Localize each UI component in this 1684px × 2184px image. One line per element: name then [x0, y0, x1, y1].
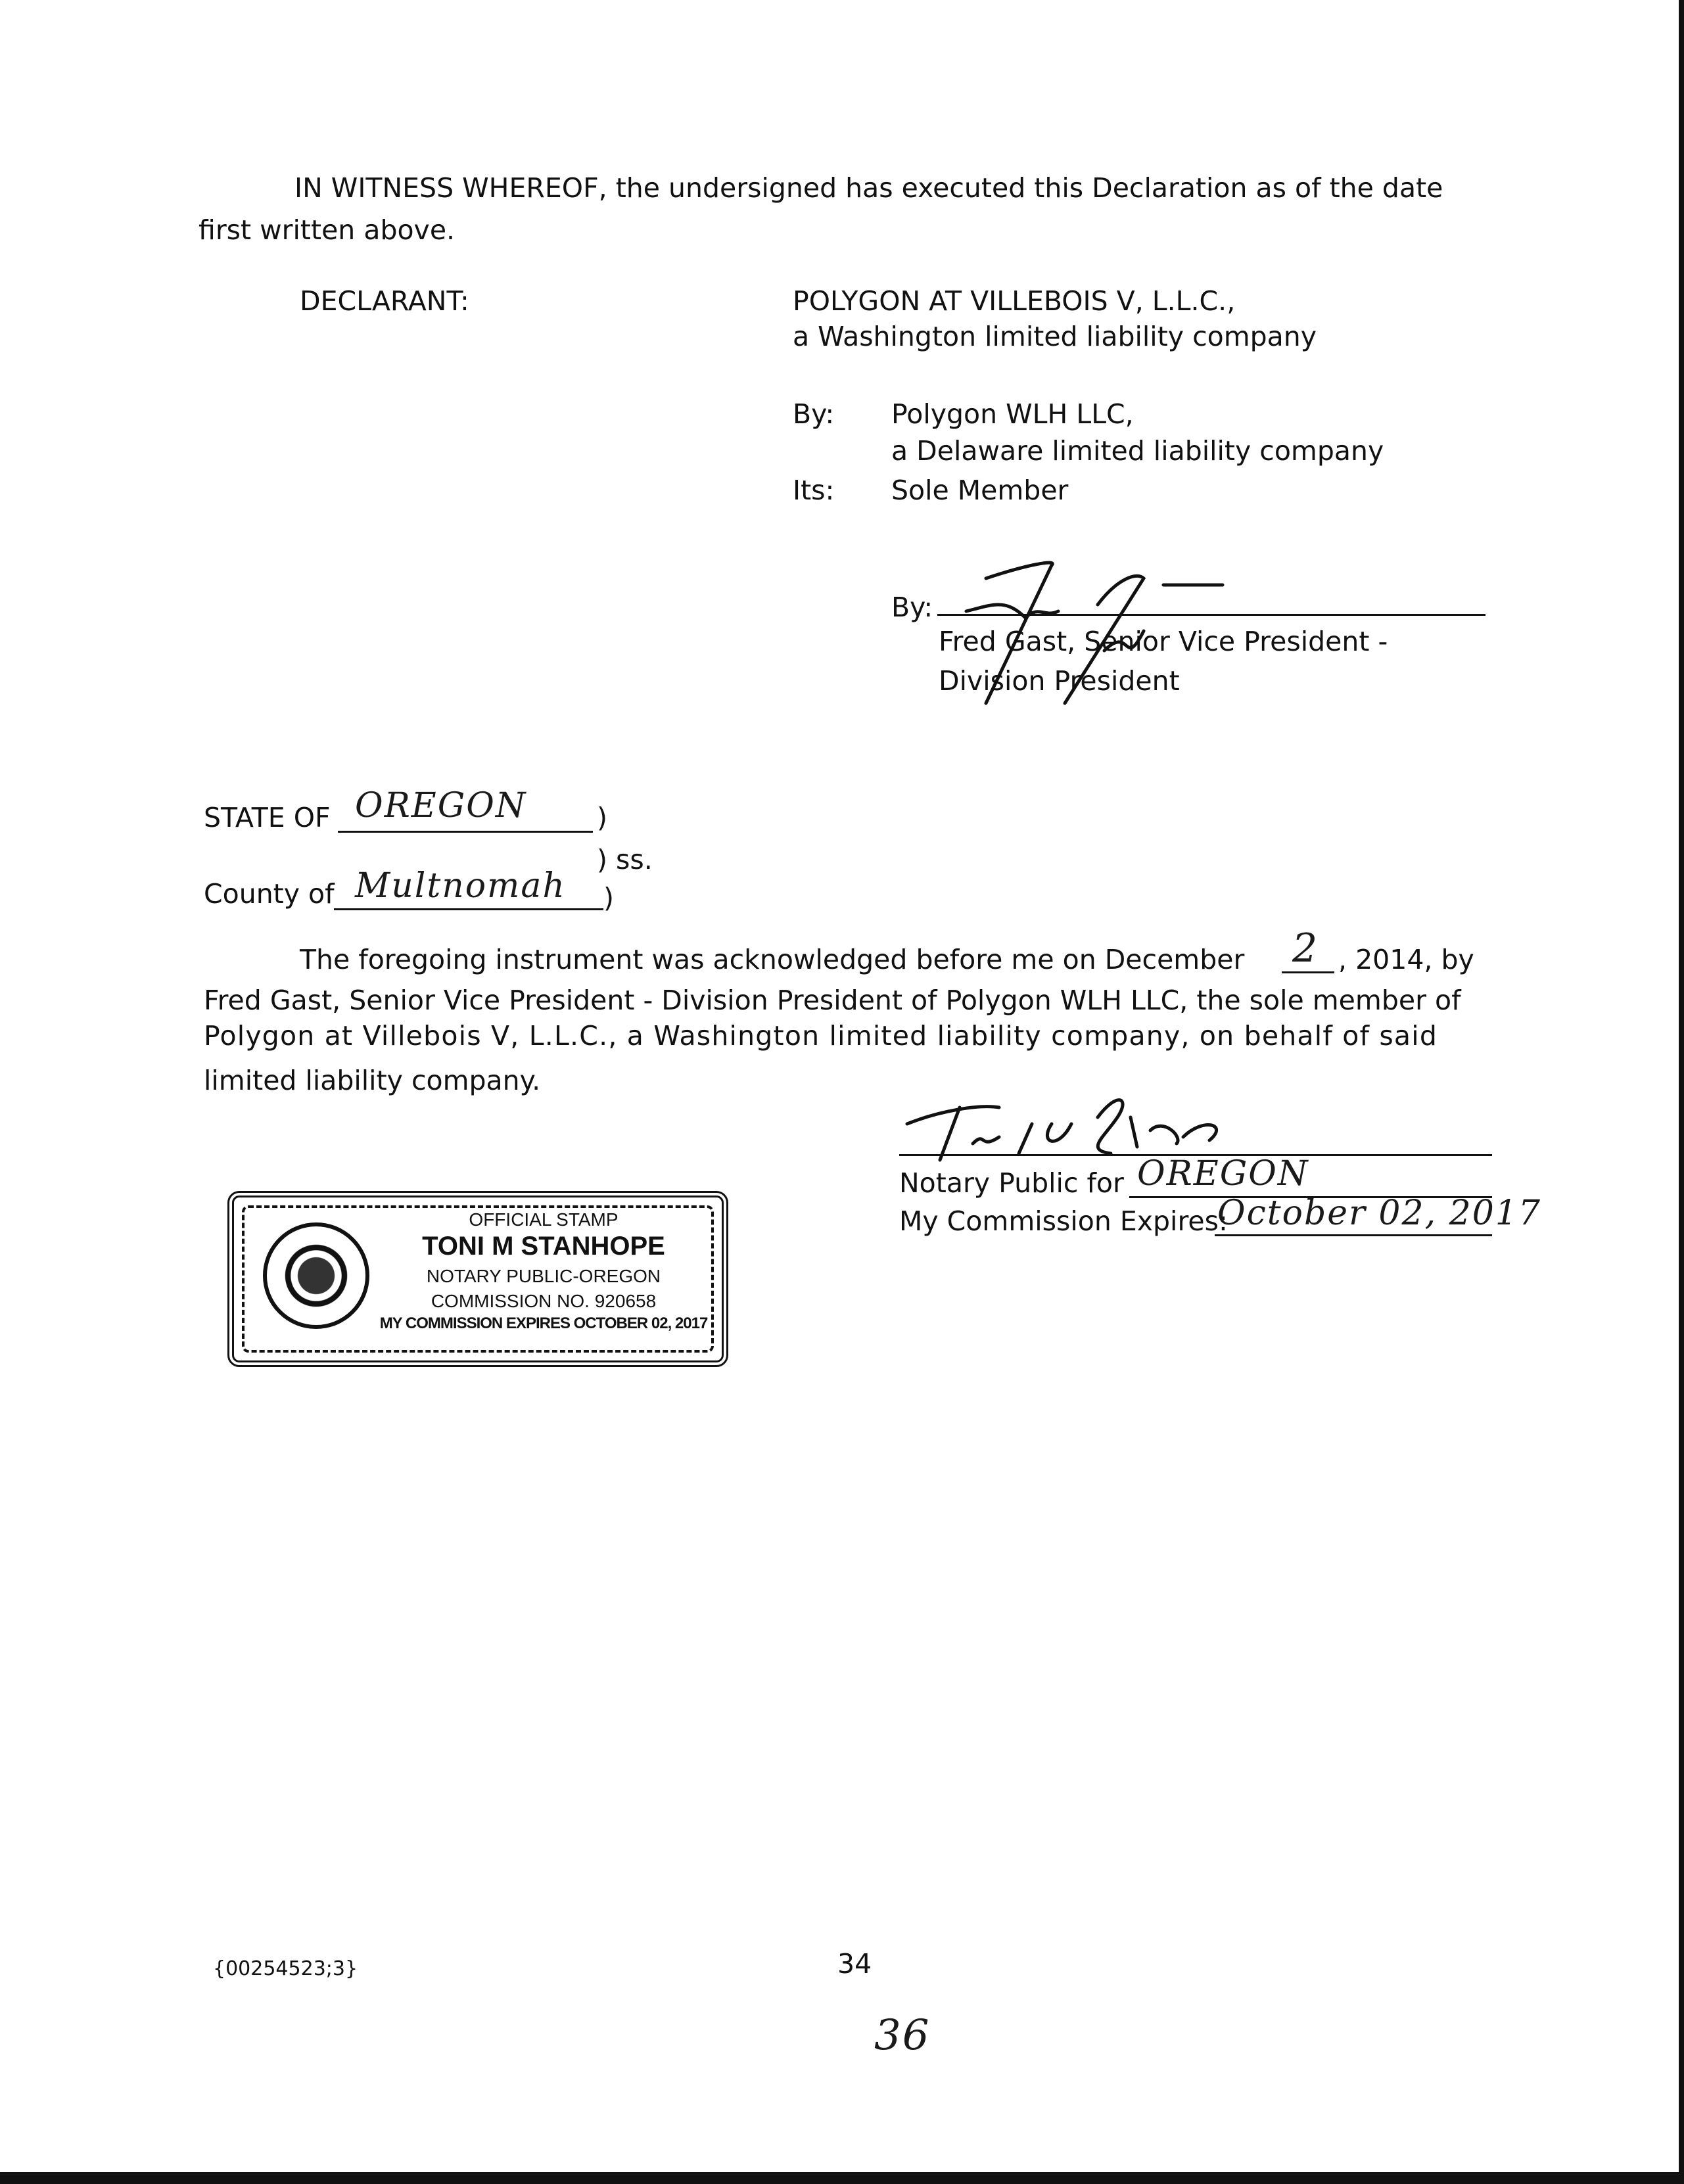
stamp-notary-name: TONI M STANHOPE	[422, 1232, 665, 1261]
by-label: By:	[793, 398, 835, 430]
official-notary-stamp	[227, 1191, 728, 1367]
ack-line1-start: The foregoing instrument was acknowledged before me on December	[300, 944, 1245, 975]
declarant-company-name: POLYGON AT VILLEBOIS V, L.L.C.,	[793, 285, 1236, 317]
commission-line	[1215, 1234, 1492, 1236]
its-value: Sole Member	[891, 475, 1069, 506]
by-entity-desc: a Delaware limited liability company	[891, 435, 1384, 467]
state-line	[338, 831, 593, 833]
declarant-company-desc: a Washington limited liability company	[793, 321, 1317, 352]
handwritten-page-number: 36	[874, 2011, 931, 2060]
state-label: STATE OF	[204, 802, 331, 833]
stamp-role: NOTARY PUBLIC-OREGON	[426, 1266, 661, 1286]
notary-state-handwritten: OREGON	[1137, 1154, 1309, 1194]
commission-date-handwritten: October 02, 2017	[1217, 1194, 1541, 1233]
page-number: 34	[837, 1948, 872, 1980]
page-edge-right	[1679, 0, 1684, 2184]
document-id: {00254523;3}	[213, 1957, 358, 1980]
ack-line2: Fred Gast, Senior Vice President - Division President of Polygon WLH LLC, the sole member of	[204, 985, 1461, 1016]
stamp-commission-no: COMMISSION NO. 920658	[431, 1291, 657, 1311]
witness-paragraph-line1: IN WITNESS WHEREOF, the undersigned has executed this Declaration as of the date	[294, 172, 1443, 204]
ack-day-line	[1282, 971, 1334, 973]
state-handwritten: OREGON	[355, 786, 527, 825]
commission-label: My Commission Expires:	[899, 1205, 1228, 1237]
ack-day-handwritten: 2	[1292, 925, 1319, 971]
county-label: County of	[204, 878, 335, 910]
declarant-label: DECLARANT:	[300, 285, 469, 317]
by-entity-name: Polygon WLH LLC,	[891, 398, 1134, 430]
witness-paragraph-line2: first written above.	[199, 214, 456, 246]
ack-line4: limited liability company.	[204, 1065, 541, 1096]
ack-line1-end: , 2014, by	[1338, 944, 1474, 975]
signer-title-line2: Division President	[939, 665, 1180, 697]
county-line	[334, 908, 603, 910]
oregon-state-seal-icon	[263, 1222, 369, 1329]
county-handwritten: Multnomah	[355, 866, 566, 906]
notary-public-for-label: Notary Public for	[899, 1167, 1124, 1199]
signer-name-title: Fred Gast, Senior Vice President -	[939, 626, 1388, 657]
stamp-expires: MY COMMISSION EXPIRES OCTOBER 02, 2017	[379, 1314, 708, 1332]
ss-label: ) ss.	[597, 844, 653, 875]
ack-line3: Polygon at Villebois V, L.L.C., a Washington limited liability company, on behalf of said	[204, 1020, 1438, 1052]
page-edge-bottom	[0, 2172, 1684, 2184]
its-label: Its:	[793, 475, 835, 506]
stamp-title: OFFICIAL STAMP	[469, 1209, 619, 1230]
county-paren: )	[603, 882, 614, 914]
state-paren: )	[597, 802, 607, 833]
signature-by-label: By:	[891, 592, 933, 623]
